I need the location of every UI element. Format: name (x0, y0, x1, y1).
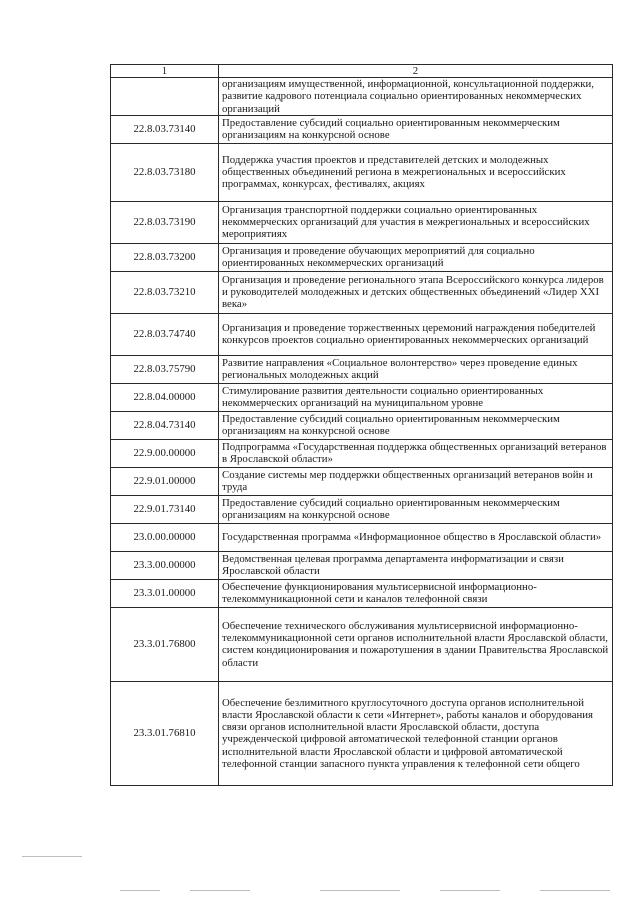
row-text: Обеспечение безлимитного круглосуточного доступа органов исполнительной власти Ярославской области к сети «Интернет», работы каналов и оборудования связи органов исполнительной власти Ярославской области, доступа учрежденческой цифровой автоматической телефонной станции органов исполнительной власти Ярославской области и цифровой автоматической телефонной станции запасного пункта управления к телефонной сети общего (219, 681, 613, 785)
row-code: 22.9.01.73140 (111, 495, 219, 523)
row-text: Организация и проведение торжественных церемоний награждения победителей конкурсов проектов социально ориентированных некоммерческих организаций (219, 313, 613, 355)
table-row (111, 607, 613, 681)
table-row (111, 523, 613, 551)
table-row (111, 495, 613, 523)
scan-mark (320, 890, 400, 891)
row-text: Подпрограмма «Государственная поддержка общественных организаций ветеранов в Ярославской области» (219, 439, 613, 467)
row-code: 22.8.04.00000 (111, 383, 219, 411)
row-text: Поддержка участия проектов и представителей детских и молодежных общественных объединений региона в межрегиональных и всероссийских программах, конкурсах, фестивалях, акциях (219, 143, 613, 201)
table-row (111, 467, 613, 495)
row-code: 23.3.01.76810 (111, 681, 219, 785)
row-code: 23.0.00.00000 (111, 523, 219, 551)
scan-mark (120, 890, 160, 891)
row-text: Стимулирование развития деятельности социально ориентированных некоммерческих организаций на муниципальном уровне (219, 383, 613, 411)
table-row (111, 78, 613, 116)
table-row (111, 551, 613, 579)
row-code: 22.8.03.73210 (111, 271, 219, 313)
row-text: Предоставление субсидий социально ориентированным некоммерческим организациям на конкурсной основе (219, 495, 613, 523)
row-code: 23.3.01.76800 (111, 607, 219, 681)
row-text: Обеспечение технического обслуживания мультисервисной информационно-телекоммуникационной сети органов исполнительной власти Ярославской области, систем кондиционирования и пожаротушения в здании Правительства Ярославской области (219, 607, 613, 681)
row-text: Обеспечение функционирования мультисервисной информационно-телекоммуникационной сети и каналов телефонной связи (219, 579, 613, 607)
scan-mark (540, 890, 610, 891)
table-row (111, 115, 613, 143)
row-code: 22.8.03.74740 (111, 313, 219, 355)
row-code: 22.8.03.73140 (111, 115, 219, 143)
row-text: Предоставление субсидий социально ориентированным некоммерческим организациям на конкурсной основе (219, 411, 613, 439)
row-code: 22.9.01.00000 (111, 467, 219, 495)
table-row (111, 201, 613, 243)
row-code: 22.8.04.73140 (111, 411, 219, 439)
scan-mark (440, 890, 500, 891)
budget-classification-table (110, 64, 613, 786)
row-text: организациям имущественной, информационной, консультационной поддержки, развитие кадрового потенциала социально ориентированных некоммерческих организаций (219, 78, 613, 116)
table-row (111, 355, 613, 383)
row-text: Развитие направления «Социальное волонтерство» через проведение единых региональных молодежных акций (219, 355, 613, 383)
table-header-row (111, 65, 613, 78)
row-code (111, 78, 219, 116)
table-row (111, 579, 613, 607)
scan-mark (190, 890, 250, 891)
row-code: 22.8.03.75790 (111, 355, 219, 383)
table-row (111, 143, 613, 201)
column-header-2: 2 (219, 65, 613, 78)
row-text: Организация и проведение обучающих мероприятий для социально ориентированных некоммерческих организаций (219, 243, 613, 271)
table-row (111, 271, 613, 313)
row-code: 22.8.03.73190 (111, 201, 219, 243)
scan-mark (22, 856, 82, 857)
row-code: 23.3.01.00000 (111, 579, 219, 607)
table-row (111, 243, 613, 271)
row-text: Организация транспортной поддержки социально ориентированных некоммерческих организаций для участия в межрегиональных и всероссийских мероприятиях (219, 201, 613, 243)
row-text: Ведомственная целевая программа департамента информатизации и связи Ярославской области (219, 551, 613, 579)
table-row (111, 439, 613, 467)
row-text: Государственная программа «Информационное общество в Ярославской области» (219, 523, 613, 551)
row-text: Предоставление субсидий социально ориентированным некоммерческим организациям на конкурсной основе (219, 115, 613, 143)
scan-footer-marks (0, 856, 640, 896)
table-row (111, 411, 613, 439)
table-row (111, 313, 613, 355)
column-header-1: 1 (111, 65, 219, 78)
row-code: 22.9.00.00000 (111, 439, 219, 467)
row-code: 22.8.03.73180 (111, 143, 219, 201)
row-code: 23.3.00.00000 (111, 551, 219, 579)
table-row (111, 681, 613, 785)
row-text: Создание системы мер поддержки общественных организаций ветеранов войн и труда (219, 467, 613, 495)
row-text: Организация и проведение регионального этапа Всероссийского конкурса лидеров и руководителей молодежных и детских общественных объединений «Лидер XXI века» (219, 271, 613, 313)
table-row (111, 383, 613, 411)
row-code: 22.8.03.73200 (111, 243, 219, 271)
